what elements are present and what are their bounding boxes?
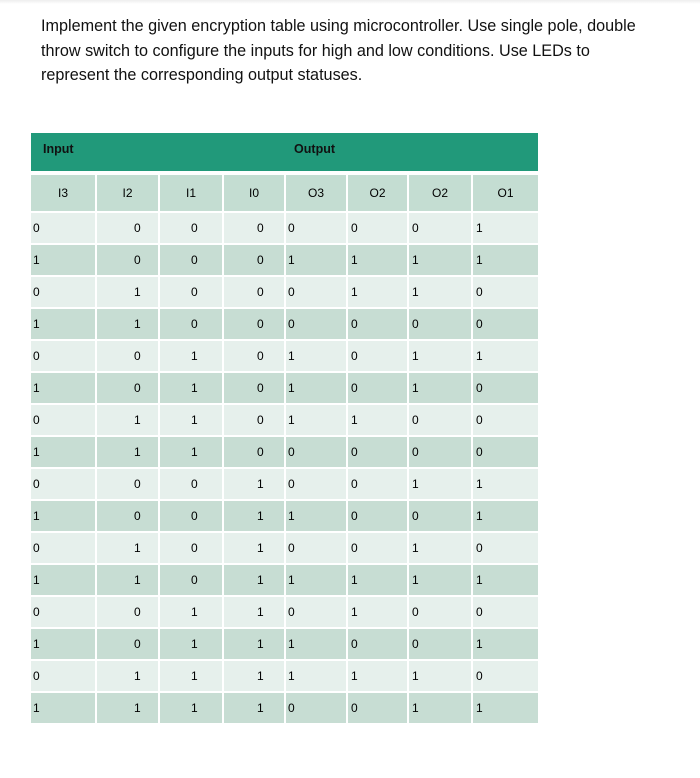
table-cell (286, 213, 348, 245)
table-row (31, 597, 538, 629)
table-cell (97, 629, 160, 661)
cell-value: 0 (351, 701, 358, 715)
cell-value: 0 (134, 221, 141, 235)
col-header-i0: I0 (224, 175, 286, 213)
table-cell (473, 277, 538, 309)
output-group-header (286, 133, 538, 175)
cell-value: 0 (191, 317, 198, 331)
cell-value: 1 (134, 413, 141, 427)
cell-value: 0 (476, 413, 483, 427)
cell-value: 1 (476, 477, 483, 491)
cell-value: 0 (33, 605, 40, 619)
cell-value: 1 (33, 573, 40, 587)
cell-value: 0 (288, 605, 295, 619)
table-cell (224, 341, 286, 373)
cell-value: 1 (288, 349, 295, 363)
col-header-i1: I1 (160, 175, 224, 213)
table-cell (473, 373, 538, 405)
table-row (31, 501, 538, 533)
cell-value: 1 (191, 605, 198, 619)
cell-value: 1 (412, 541, 419, 555)
table-row (31, 309, 538, 341)
col-header-o3: O3 (286, 175, 348, 213)
table-cell (348, 245, 409, 277)
table-cell (31, 373, 97, 405)
table-cell (31, 213, 97, 245)
table-cell (409, 341, 473, 373)
cell-value: 0 (191, 253, 198, 267)
cell-value: 0 (351, 349, 358, 363)
table-cell (473, 245, 538, 277)
cell-value: 1 (288, 253, 295, 267)
table-cell (160, 309, 224, 341)
table-cell (409, 597, 473, 629)
cell-value: 0 (288, 701, 295, 715)
cell-value: 0 (351, 637, 358, 651)
cell-value: 1 (191, 349, 198, 363)
cell-value: 1 (476, 701, 483, 715)
table-body (31, 213, 538, 725)
table-cell (473, 341, 538, 373)
cell-value: 1 (134, 669, 141, 683)
table-cell (473, 213, 538, 245)
table-cell (31, 469, 97, 501)
table-cell (31, 341, 97, 373)
cell-value: 0 (412, 413, 419, 427)
table-cell (31, 597, 97, 629)
cell-value: 0 (191, 541, 198, 555)
cell-value: 0 (476, 445, 483, 459)
cell-value: 0 (288, 541, 295, 555)
cell-value: 0 (351, 445, 358, 459)
table-cell (224, 661, 286, 693)
table-cell (97, 245, 160, 277)
table-cell (409, 533, 473, 565)
cell-value: 0 (257, 445, 264, 459)
table-cell (348, 693, 409, 725)
cell-value: 1 (191, 637, 198, 651)
cell-value: 0 (134, 605, 141, 619)
table-cell (97, 309, 160, 341)
table-cell (473, 309, 538, 341)
cell-value: 0 (191, 573, 198, 587)
cell-value: 0 (33, 541, 40, 555)
cell-value: 0 (476, 541, 483, 555)
table-cell (31, 693, 97, 725)
table-cell (286, 629, 348, 661)
cell-value: 0 (257, 317, 264, 331)
cell-value: 0 (476, 669, 483, 683)
table-cell (473, 597, 538, 629)
table-cell (224, 245, 286, 277)
table-cell (286, 565, 348, 597)
cell-value: 0 (33, 413, 40, 427)
table-cell (224, 277, 286, 309)
table-cell (348, 629, 409, 661)
table-cell (286, 597, 348, 629)
cell-value: 0 (412, 637, 419, 651)
cell-value: 0 (134, 509, 141, 523)
table-cell (409, 245, 473, 277)
cell-value: 0 (33, 285, 40, 299)
table-cell (348, 341, 409, 373)
table-cell (160, 213, 224, 245)
table-cell (224, 437, 286, 469)
cell-value: 0 (33, 349, 40, 363)
table-cell (31, 661, 97, 693)
cell-value: 1 (412, 381, 419, 395)
table-cell (97, 533, 160, 565)
group-header-row (31, 133, 538, 175)
table-row (31, 629, 538, 661)
cell-value: 1 (476, 349, 483, 363)
table-cell (97, 213, 160, 245)
cell-value: 1 (191, 381, 198, 395)
table-cell (224, 565, 286, 597)
cell-value: 0 (191, 477, 198, 491)
table-cell (160, 277, 224, 309)
table-cell (160, 469, 224, 501)
cell-value: 1 (33, 701, 40, 715)
cell-value: 1 (257, 541, 264, 555)
cell-value: 1 (134, 701, 141, 715)
table-cell (286, 405, 348, 437)
cell-value: 1 (351, 605, 358, 619)
cell-value: 1 (191, 701, 198, 715)
cell-value: 0 (412, 317, 419, 331)
cell-value: 0 (257, 221, 264, 235)
cell-value: 0 (288, 317, 295, 331)
cell-value: 0 (288, 221, 295, 235)
cell-value: 1 (288, 637, 295, 651)
table-cell (31, 309, 97, 341)
table-cell (97, 341, 160, 373)
table-cell (224, 597, 286, 629)
table-cell (97, 437, 160, 469)
cell-value: 1 (33, 317, 40, 331)
table-row (31, 661, 538, 693)
table-cell (348, 661, 409, 693)
cell-value: 0 (476, 285, 483, 299)
output-header-label: Output (294, 142, 336, 156)
table-cell (160, 341, 224, 373)
instructions-text: Implement the given encryption table using microcontroller. Use single pole, double throw switch to configure the inputs for high and low conditions. Use LEDs to represent the corresponding output statuses. (41, 17, 636, 84)
table-cell (348, 597, 409, 629)
cell-value: 0 (33, 477, 40, 491)
page-top-border (0, 0, 700, 4)
cell-value: 1 (257, 509, 264, 523)
table-cell (224, 469, 286, 501)
table-row (31, 341, 538, 373)
table-cell (473, 501, 538, 533)
table-cell (224, 693, 286, 725)
cell-value: 1 (257, 669, 264, 683)
cell-value: 0 (257, 349, 264, 363)
table-cell (409, 501, 473, 533)
cell-value: 0 (476, 605, 483, 619)
table-cell (160, 565, 224, 597)
table-row (31, 405, 538, 437)
table-cell (97, 565, 160, 597)
table-cell (286, 373, 348, 405)
table-cell (409, 277, 473, 309)
column-header-row (31, 175, 538, 213)
table-cell (348, 469, 409, 501)
col-header-i2: I2 (97, 175, 160, 213)
table-cell (31, 245, 97, 277)
table-cell (97, 469, 160, 501)
table-cell (224, 501, 286, 533)
table-cell (160, 373, 224, 405)
cell-value: 1 (33, 253, 40, 267)
cell-value: 0 (257, 381, 264, 395)
cell-value: 1 (351, 573, 358, 587)
table-cell (97, 501, 160, 533)
cell-value: 0 (257, 285, 264, 299)
table-cell (224, 373, 286, 405)
cell-value: 1 (33, 381, 40, 395)
table-cell (348, 533, 409, 565)
table-row (31, 213, 538, 245)
cell-value: 1 (412, 669, 419, 683)
cell-value: 0 (351, 509, 358, 523)
table-cell (409, 693, 473, 725)
table-cell (31, 533, 97, 565)
table-cell (160, 437, 224, 469)
table-cell (97, 597, 160, 629)
table-cell (97, 405, 160, 437)
table-cell (473, 533, 538, 565)
cell-value: 0 (134, 637, 141, 651)
cell-value: 0 (476, 381, 483, 395)
col-header-o1: O1 (473, 175, 538, 213)
input-group-header (31, 133, 286, 175)
table-cell (348, 437, 409, 469)
table-cell (160, 693, 224, 725)
table-cell (409, 405, 473, 437)
cell-value: 1 (134, 445, 141, 459)
table-cell (160, 533, 224, 565)
cell-value: 0 (351, 477, 358, 491)
table-cell (409, 309, 473, 341)
table-cell (286, 277, 348, 309)
table-cell (160, 245, 224, 277)
cell-value: 1 (134, 573, 141, 587)
cell-value: 0 (33, 221, 40, 235)
cell-value: 0 (288, 477, 295, 491)
table-cell (473, 405, 538, 437)
cell-value: 1 (412, 701, 419, 715)
table-cell (348, 213, 409, 245)
cell-value: 1 (476, 509, 483, 523)
table-row (31, 693, 538, 725)
cell-value: 0 (351, 221, 358, 235)
table-cell (224, 533, 286, 565)
table-cell (473, 661, 538, 693)
table-cell (97, 693, 160, 725)
table-cell (31, 629, 97, 661)
cell-value: 1 (257, 701, 264, 715)
cell-value: 1 (476, 637, 483, 651)
col-header-o2: O2 (348, 175, 409, 213)
cell-value: 1 (288, 669, 295, 683)
table-row (31, 277, 538, 309)
table-cell (348, 405, 409, 437)
table-cell (224, 629, 286, 661)
cell-value: 1 (288, 381, 295, 395)
table-cell (409, 469, 473, 501)
cell-value: 0 (412, 221, 419, 235)
cell-value: 0 (412, 445, 419, 459)
table-cell (286, 693, 348, 725)
cell-value: 1 (33, 445, 40, 459)
cell-value: 0 (191, 221, 198, 235)
cell-value: 1 (412, 573, 419, 587)
table-cell (473, 469, 538, 501)
table-cell (286, 245, 348, 277)
cell-value: 0 (351, 317, 358, 331)
cell-value: 0 (351, 381, 358, 395)
table-cell (160, 661, 224, 693)
cell-value: 0 (476, 317, 483, 331)
table-cell (473, 565, 538, 597)
table-row (31, 373, 538, 405)
cell-value: 1 (288, 573, 295, 587)
cell-value: 1 (476, 253, 483, 267)
table-cell (409, 565, 473, 597)
table-cell (31, 277, 97, 309)
cell-value: 1 (351, 285, 358, 299)
cell-value: 0 (288, 285, 295, 299)
encryption-table (31, 133, 538, 725)
cell-value: 1 (257, 637, 264, 651)
table-cell (409, 213, 473, 245)
table-cell (97, 277, 160, 309)
cell-value: 1 (412, 349, 419, 363)
table-cell (286, 469, 348, 501)
cell-value: 0 (134, 477, 141, 491)
table-row (31, 437, 538, 469)
table-cell (97, 661, 160, 693)
cell-value: 0 (412, 605, 419, 619)
cell-value: 1 (134, 285, 141, 299)
col-header-i3: I3 (31, 175, 97, 213)
table-cell (160, 405, 224, 437)
cell-value: 1 (476, 573, 483, 587)
cell-value: 0 (134, 349, 141, 363)
table-cell (97, 373, 160, 405)
table-cell (409, 437, 473, 469)
cell-value: 1 (351, 253, 358, 267)
table-row (31, 469, 538, 501)
table-cell (409, 373, 473, 405)
table-cell (286, 661, 348, 693)
cell-value: 1 (33, 637, 40, 651)
table-cell (409, 661, 473, 693)
table-cell (286, 309, 348, 341)
table-cell (348, 277, 409, 309)
cell-value: 1 (288, 509, 295, 523)
table-cell (348, 373, 409, 405)
cell-value: 1 (257, 605, 264, 619)
cell-value: 1 (191, 413, 198, 427)
cell-value: 1 (257, 477, 264, 491)
table-cell (286, 341, 348, 373)
cell-value: 1 (257, 573, 264, 587)
table-cell (31, 405, 97, 437)
table-cell (160, 501, 224, 533)
cell-value: 1 (351, 669, 358, 683)
table-cell (473, 629, 538, 661)
cell-value: 0 (33, 669, 40, 683)
table-cell (348, 501, 409, 533)
cell-value: 0 (351, 541, 358, 555)
cell-value: 0 (134, 253, 141, 267)
table-cell (348, 309, 409, 341)
cell-value: 0 (134, 381, 141, 395)
table-cell (224, 405, 286, 437)
cell-value: 0 (257, 413, 264, 427)
cell-value: 1 (476, 221, 483, 235)
table-cell (286, 533, 348, 565)
cell-value: 1 (134, 317, 141, 331)
table-row (31, 533, 538, 565)
table-cell (286, 501, 348, 533)
table-row (31, 565, 538, 597)
cell-value: 1 (351, 413, 358, 427)
cell-value: 1 (412, 285, 419, 299)
cell-value: 1 (412, 477, 419, 491)
cell-value: 1 (412, 253, 419, 267)
cell-value: 1 (33, 509, 40, 523)
cell-value: 0 (412, 509, 419, 523)
table-cell (31, 501, 97, 533)
table-cell (31, 437, 97, 469)
cell-value: 1 (191, 445, 198, 459)
cell-value: 0 (191, 509, 198, 523)
input-header-label: Input (43, 142, 74, 156)
table-cell (348, 565, 409, 597)
table-cell (160, 629, 224, 661)
table-cell (160, 597, 224, 629)
table-cell (224, 213, 286, 245)
table-cell (473, 693, 538, 725)
cell-value: 0 (191, 285, 198, 299)
table-cell (286, 437, 348, 469)
table-cell (224, 309, 286, 341)
cell-value: 1 (288, 413, 295, 427)
cell-value: 0 (257, 253, 264, 267)
col-header-o2-second: O2 (409, 175, 473, 213)
cell-value: 1 (191, 669, 198, 683)
table-cell (409, 629, 473, 661)
table-cell (31, 565, 97, 597)
cell-value: 1 (134, 541, 141, 555)
table-row (31, 245, 538, 277)
table-cell (473, 437, 538, 469)
cell-value: 0 (288, 445, 295, 459)
